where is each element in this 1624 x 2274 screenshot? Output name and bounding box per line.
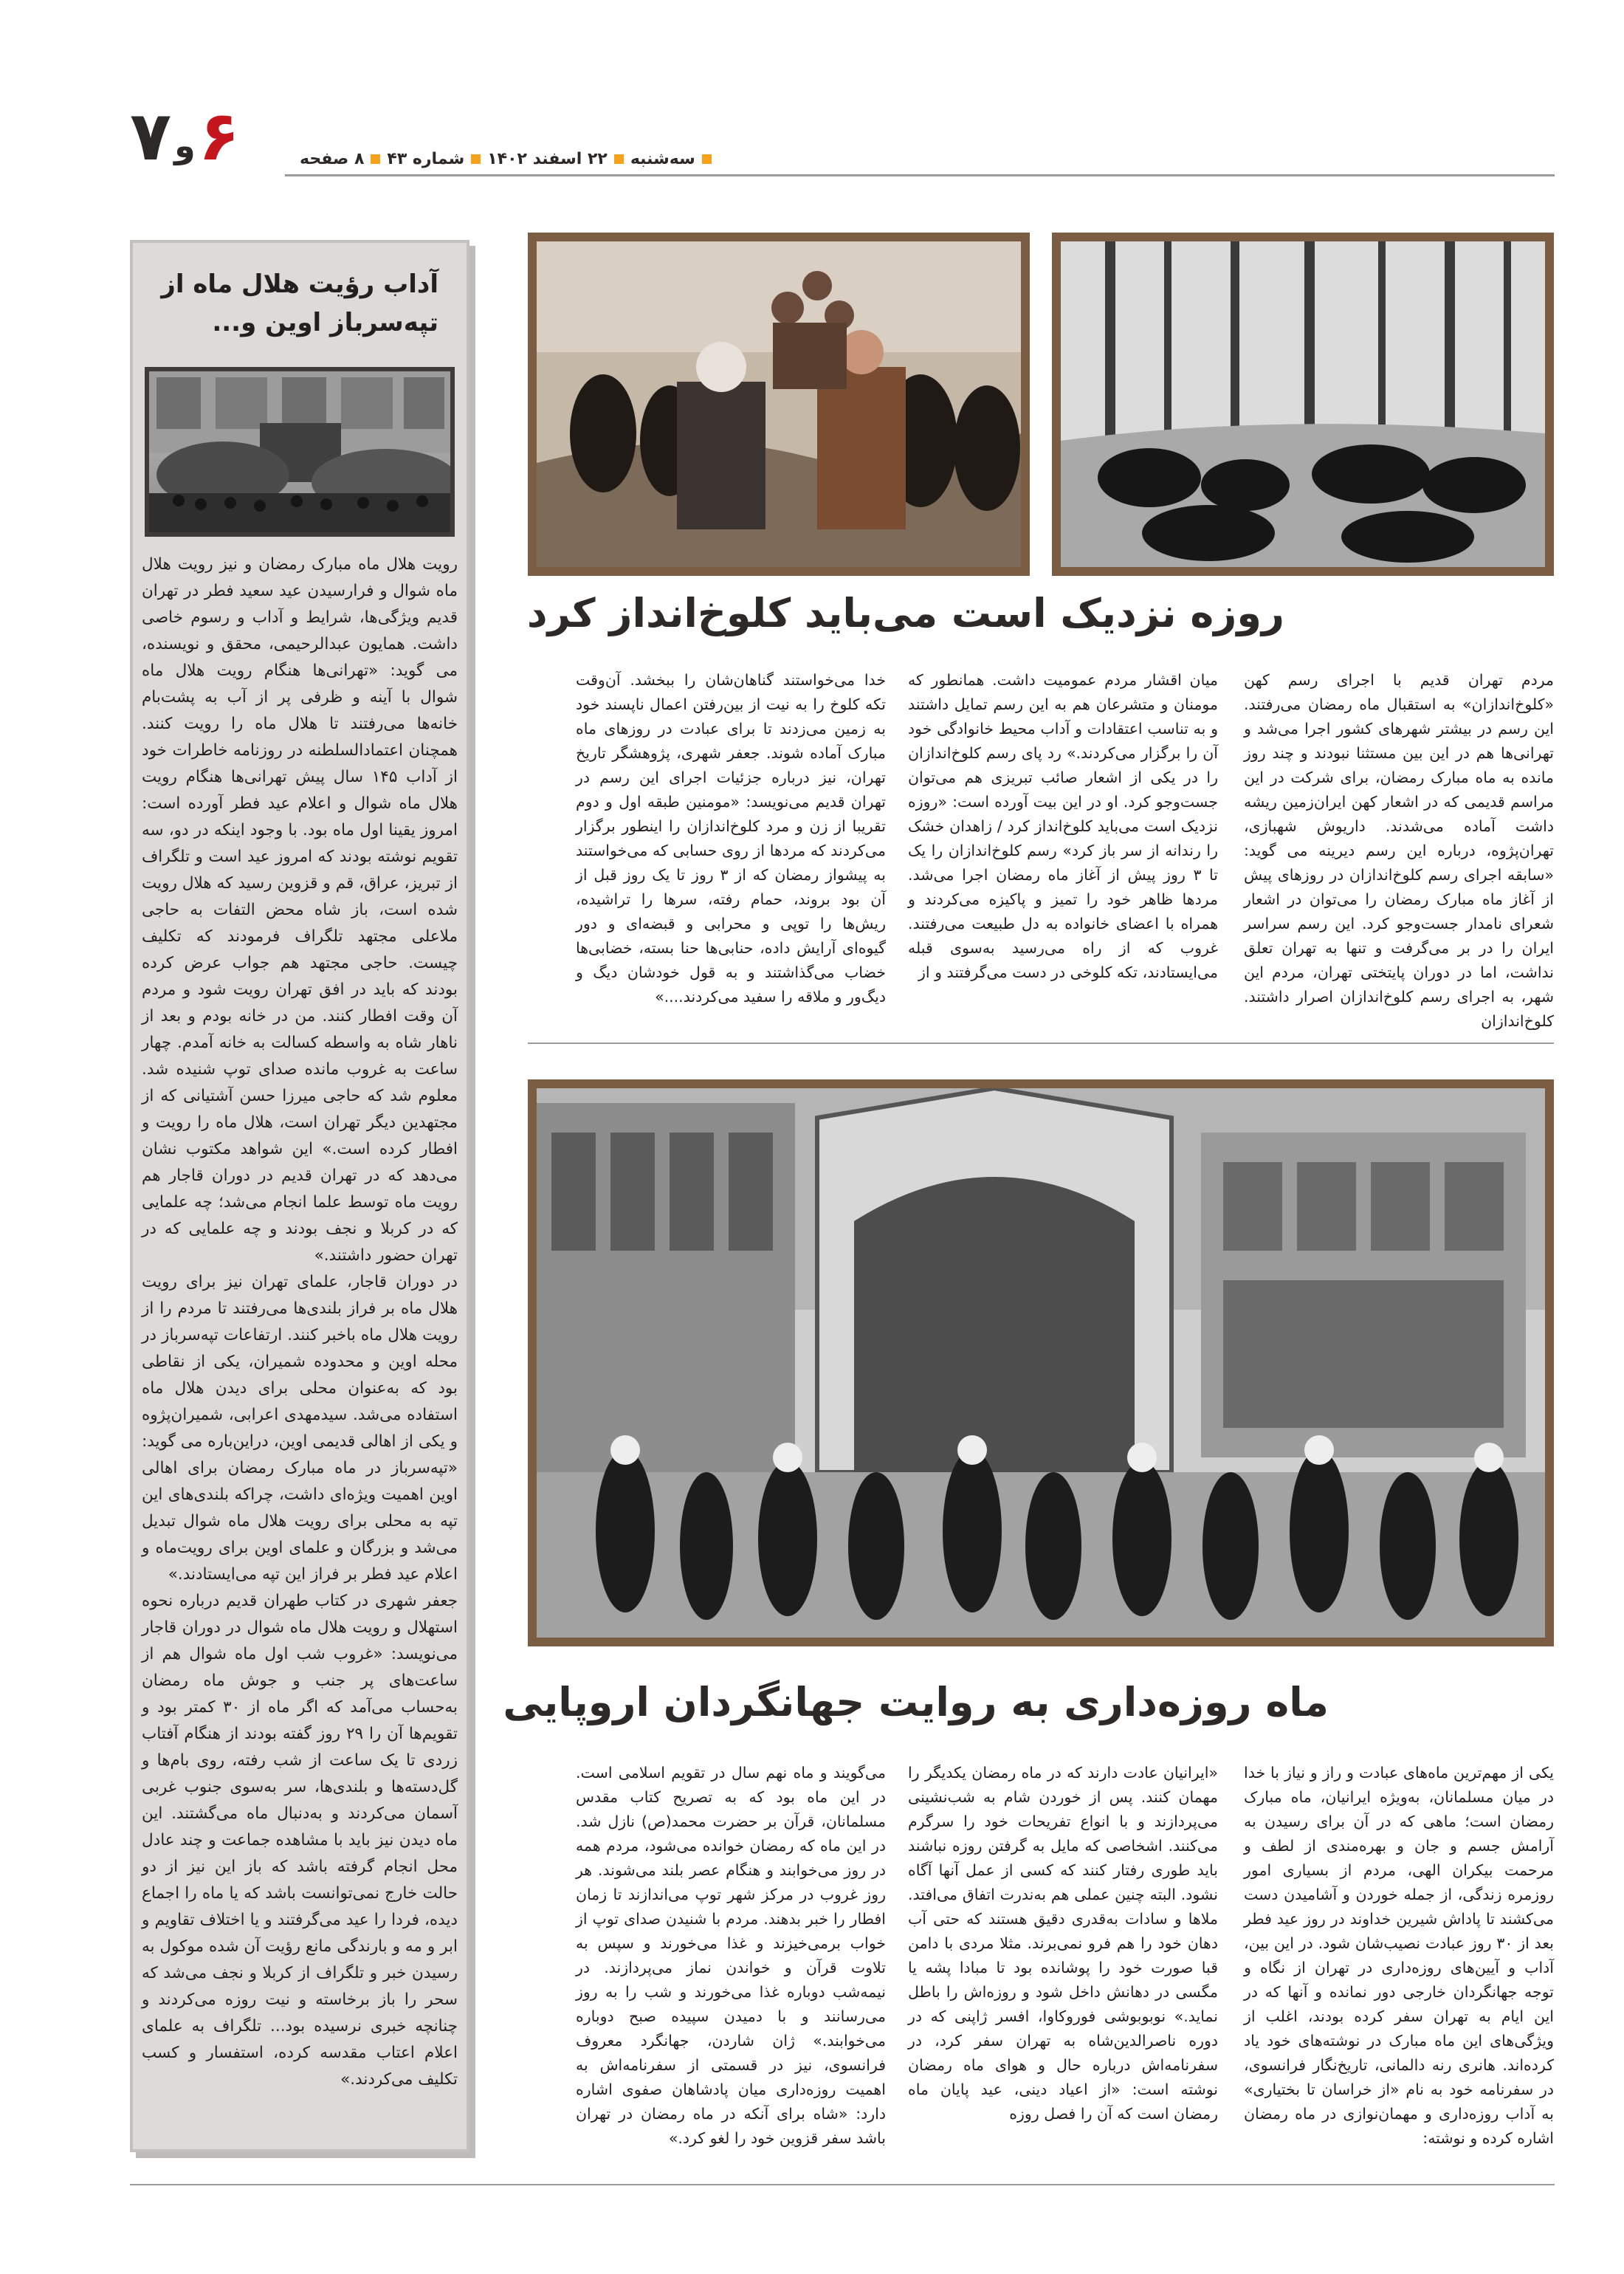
footer-rule xyxy=(130,2184,1555,2185)
article1-column-3: خدا می‌خواستند گناهان‌شان را ببخشد. آن‌وقت تکه کلوخ را به نیت از بین‌رفتن اعمال ناپسند خود به زمین می‌زدند تا برای عبادت در روزهای ماه مبارک آماده شوند. جعفر شهری، پژوهشگر تاریخ تهران، نیز درباره جزئیات اجرای این رسم در تهران قدیم می‌نویسد: «مومنین طبقه اول و دوم تقریبا از زن و مرد کلوخ‌اندازان را اینطور برگزار می‌کردند که مردها از روی حسابی که می‌خواستند به پیشواز رمضان که از ۳ روز تا یک روز قبل از آن بود بروند، حمام رفته، سرها را تراشیده، ریش‌ها را توپی و محرابی و قبضه‌ای و دور گیوه‌ای آرایش داده، حنابی‌ها حنا بسته، خضابی‌ها خضاب می‌گذاشتند و به قول خودشان دیگ و دیگ‌ور و ملاقه را سفید می‌کردند....» xyxy=(576,671,887,1006)
page-number-seven: ۷ xyxy=(130,97,172,176)
issue-date: ۲۲ اسفند ۱۴۰۲ xyxy=(487,149,608,168)
issue-pages: ۸ صفحه xyxy=(300,149,365,168)
family-group-photo-image xyxy=(537,241,1021,567)
picnic-trees-photo-image xyxy=(1061,241,1545,567)
sidebar-paragraph: جعفر شهری در کتاب طهران قدیم درباره نحوه استهلال و رویت هلال ماه شوال در دوران قاجار می‌نویسد: «غروب شب اول ماه شوال هم از ساعت‌های پر جنب و جوش ماه رمضان به‌حساب می‌آمد که اگر ماه از ۳۰ کمتر بود و تقویم‌ها آن را ۲۹ روز گفته بودند از هنگام آفتاب زردی تا یک ساعت از شب رفته، روی بام‌ها و گل‌دسته‌ها و بلندی‌ها، سر به‌سوی جنوب غربی آسمان می‌کردند و به‌دنبال ماه می‌گشتند. این ماه دیدن نیز باید با مشاهده جماعت و چند عادل محل انجام گرفته باشد که باز این نیز از دو حالت خارج نمی‌توانست باشد که یا ماه را اجماع دیده، فردا را عید می‌گرفتند و یا اختلاف تقاویم و ابر و مه و بارندگی مانع رؤیت آن شده موکول به رسیدن خبر و تلگراف از کربلا و نجف می‌شد که سحر را باز برخاسته و نیت روزه می‌کردند و چنانچه خبری نرسیده بود... تلگراف به علمای اعلام اعتاب مقدسه کرده، استفسار و کسب تکلیف می‌کردند.» xyxy=(142,1592,458,2089)
page-header xyxy=(130,97,1555,185)
orange-square-icon xyxy=(702,154,712,164)
sidebar-title: آداب رؤیت هلال ماه از تپه‌سرباز اوین و... xyxy=(161,269,438,337)
issue-number: شماره ۴۳ xyxy=(387,149,465,168)
article2-column-2: «ایرانیان عادت دارند که در ماه رمضان یکدیگر را مهمان کنند. پس از خوردن شام به شب‌نشینی می‌پردازند و با انواع تفریحات خود را سرگرم می‌کنند. اشخاصی که مایل به گرفتن روزه نباشند باید طوری رفتار کنند که کسی از عمل آنها آگاه نشود. البته چنین عملی هم به‌ندرت اتفاق می‌افتد. ملاها و سادات به‌قدری دقیق هستند که حتی آب دهان خود را هم فرو نمی‌برند. مثلا مردی با دامن قبا صورت خود را پوشانده بود تا مبادا پشه یا مگسی در دهانش داخل شود و روزه‌اش را باطل نماید.» نوبوبوشی فوروکاوا، افسر ژاپنی که در دوره ناصرالدین‌شاه به تهران سفر کرد، در سفرنامه‌اش درباره حال و هوای ماه رمضان نوشته است: «از اعیاد دینی، عید پایان ماه رمضان است که آن را فصل روزه xyxy=(908,1764,1218,2123)
article1-column-1: مردم تهران قدیم با اجرای رسم کهن «کلوخ‌اندازان» به استقبال ماه رمضان می‌رفتند. این رسم در بیشتر شهرهای کشور اجرا می‌شد و تهرانی‌ها هم در این بین مستثنا نبودند و چند روز مانده به ماه مبارک رمضان، برای شرکت در این مراسم قدیمی که در اشعار کهن ایران‌زمین ریشه داشت آماده می‌شدند. داریوش شهبازی، تهران‌پژوه، درباره این رسم دیرینه می گوید: «سابقه اجرای رسم کلوخ‌اندازان در روزهای پیش از آغاز ماه مبارک رمضان را می‌توان در اشعار شعرای نامدار جست‌وجو کرد. این رسم سراسر ایران را در بر می‌گرفت و تنها به تهران تعلق نداشت، اما در دوران پایتختی تهران، مردم این شهر، به اجرای رسم کلوخ‌اندازان اصرار داشتند. کلوخ‌اندازان xyxy=(1244,671,1554,1030)
article2-title: ماه روزه‌داری به روایت جهانگردان اروپایی xyxy=(503,1679,1329,1725)
sidebar-paragraph: رویت هلال ماه مبارک رمضان و نیز رویت هلال ماه شوال و فرارسیدن عید سعید فطر در تهران قدیم ویژگی‌ها، شرایط و آداب و رسوم خاصی داشت. همایون عبدالرحیمی، محقق و نویسنده، می گوید: «تهرانی‌ها هنگام رویت هلال ماه شوال با آینه و ظرفی پر از آب به پشت‌بام خانه‌ها می‌رفتند تا هلال ماه را رویت کنند. همچنان اعتمادالسلطنه در روزنامه خاطرات خود از آداب ۱۴۵ سال پیش تهرانی‌ها هنگام رویت هلال ماه شوال و اعلام عید فطر آورده است: امروز یقینا اول ماه بود. با وجود اینکه در دو، سه تقویم نوشته بودند که امروز عید است و تلگراف از تبریز، عراق، قم و قزوین رسید که هلال رویت شده است، باز شاه محض التفات به حاجی ملاعلی مجتهد تلگراف فرمودند که تکلیف چیست. حاجی مجتهد هم جواب عرض کرده بودند که باید در افق تهران رویت شود و مردم آن وقت افطار کنند. من در خانه بودم و بعد از ناهار شاه به واسطه کسالت به خانه آمدم. چهار ساعت به غروب مانده صدای توپ شنیده شد. معلوم شد که حاجی میرزا حسن آشتیانی که از مجتهدین دیگر تهران است، هلال ماه را رویت و افطار کرده است.» این شواهد مکتوب نشان می‌دهد که در تهران قدیم در دوران قاجار هم رویت ماه توسط علما انجام می‌شد؛ چه علمایی که در کربلا و نجف بودند و چه علمایی که در تهران حضور داشتند.» xyxy=(142,555,458,1265)
courtyard-photo-image xyxy=(149,371,450,532)
orange-square-icon xyxy=(471,154,481,164)
header-rule xyxy=(285,174,1555,176)
article2-column-3: می‌گویند و ماه نهم سال در تقویم اسلامی است. در این ماه بود که به تصریح کتاب مقدس مسلمانان، قرآن بر حضرت محمد(ص) نازل شد. در این ماه که رمضان خوانده می‌شود، مردم همه در روز می‌خوابند و هنگام عصر بلند می‌شوند. هر روز غروب در مرکز شهر توپ می‌اندازند تا زمان افطار را خبر بدهند. مردم با شنیدن صدای توپ از خواب برمی‌خیزند و غذا می‌خورند و سپس به تلاوت قرآن و خواندن نماز می‌پردازند. در نیمه‌شب دوباره غذا می‌خورند و شب را به روز می‌رسانند و با دمیدن سپیده صبح دوباره می‌خوابند.» ژان شاردن، جهانگرد معروف فرانسوی، نیز در قسمتی از سفرنامه‌اش به اهمیت روزه‌داری میان پادشاهان صفوی اشاره دارد: «شاه برای آنکه در ماه رمضان در تهران باشد سفر قزوین خود را لغو کرد.» xyxy=(576,1764,886,2147)
orange-square-icon xyxy=(614,154,624,164)
article2-column-1: یکی از مهم‌ترین ماه‌های عبادت و راز و نیاز با خدا در میان مسلمانان، به‌ویژه ایرانیان، ماه مبارک رمضان است؛ ماهی که در آن برای رسیدن به آرامش جسم و جان و بهره‌مندی از لطف و مرحمت بیکران الهی، مردم از بسیاری امور روزمره زندگی، از جمله خوردن و آشامیدن دست می‌کشند تا پاداش شیرین خداوند در روز عید فطر بعد از ۳۰ روز عبادت نصیب‌شان شود. در این بین، آداب و آیین‌های روزه‌داری در تهران از نگاه و توجه جهانگردان خارجی دور نمانده و آنها که در این ایام به تهران سفر کرده بودند، اغلب از ویژگی‌های این ماه مبارک در نوشته‌های خود یاد کرده‌اند. هانری رنه دالمانی، تاریخ‌نگار فرانسوی، در سفرنامه خود به نام «از خراسان تا بختیاری» به آداب روزه‌داری و مهمان‌نوازی در ماه رمضان اشاره کرده و نوشته: xyxy=(1244,1764,1554,2147)
article-separator xyxy=(528,1042,1554,1044)
page-number-six: ۶ xyxy=(198,97,240,176)
article1-title: روزه نزدیک است می‌باید کلوخ‌انداز کرد xyxy=(526,590,1284,636)
orange-square-icon xyxy=(371,154,380,164)
sidebar-body xyxy=(142,552,458,2093)
photo-bazaar-engraving xyxy=(528,1079,1554,1646)
issue-day: سه‌شنبه xyxy=(630,149,695,168)
sidebar-box xyxy=(130,240,469,2152)
photo-picnic-trees xyxy=(1052,233,1554,576)
sidebar-photo-courtyard xyxy=(145,367,455,537)
issue-info xyxy=(300,144,1555,174)
bazaar-engraving-image xyxy=(537,1088,1545,1638)
sidebar-paragraph: در دوران قاجار، علمای تهران نیز برای رویت هلال ماه بر فراز بلندی‌ها می‌رفتند تا مردم را از رویت هلال ماه باخبر کنند. ارتفاعات تپه‌سرباز در محله اوین و محدوده شمیران، یکی از نقاطی بود که به‌عنوان محلی برای دیدن هلال ماه استفاده می‌شد. سیدمهدی اعرابی، شمیران‌پژوه و یکی از اهالی قدیمی اوین، دراین‌باره می گوید: «تپه‌سرباز در ماه مبارک رمضان برای اهالی اوین اهمیت ویژه‌ای داشت، چراکه بلندی‌های این تپه به محلی برای رویت هلال ماه شوال تبدیل می‌شد و بزرگان و علمای اوین برای رویت‌ماه و اعلام عید فطر بر فراز این تپه می‌ایستادند.» xyxy=(142,1273,458,1584)
photo-family-group xyxy=(528,233,1030,576)
page-number-and: و xyxy=(174,126,196,165)
article1-column-2: میان اقشار مردم عمومیت داشت. همانطور که مومنان و متشرعان هم به این رسم تمایل داشتند و به تناسب اعتقادات و آداب محیط خانوادگی خود آن را برگزار می‌کردند.» رد پای رسم کلوخ‌اندازان را در یکی از اشعار صائب تبریزی هم می‌توان جست‌وجو کرد. او در این بیت آورده است: «روزه نزدیک است می‌باید کلوخ‌انداز کرد / زاهدان خشک را رندانه از سر باز کرد» رسم کلوخ‌اندازان را یک تا ۳ روز پیش از آغاز ماه رمضان اجرا می‌شد. مردها ظاهر خود را تمیز و پاکیزه می‌کردند و همراه با اعضای خانواده به دل طبیعت می‌رفتند. غروب که از راه می‌رسید به‌سوی قبله می‌ایستادند، تکه کلوخی در دست می‌گرفتند و از xyxy=(908,671,1218,981)
page-numbers xyxy=(130,97,240,176)
